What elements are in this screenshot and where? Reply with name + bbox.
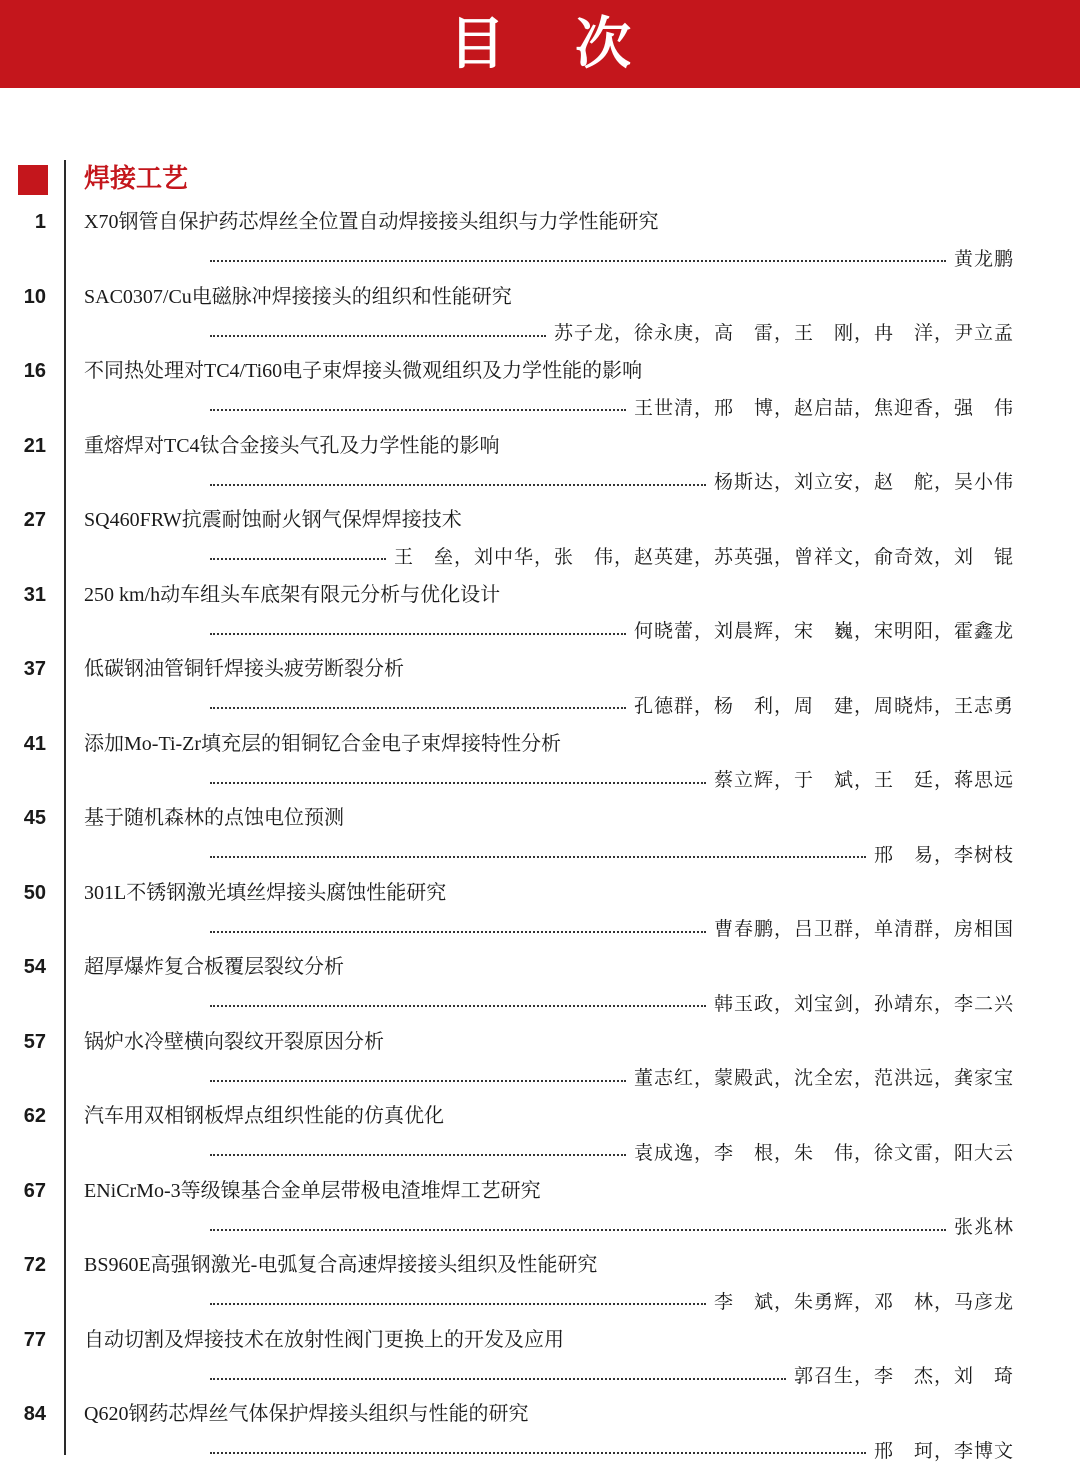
- author-line: [210, 1285, 1014, 1315]
- toc-entry[interactable]: [0, 579, 1080, 654]
- article-title: 添加Mo-Ti-Zr填充层的钼铜钇合金电子束焊接特性分析: [84, 732, 562, 755]
- toc-entry[interactable]: [0, 1100, 1080, 1175]
- page-number: 1: [34, 211, 46, 233]
- authors: 韩玉政，刘宝剑，孙靖东，李二兴: [713, 992, 1014, 1015]
- dot-leader: [210, 1378, 786, 1380]
- article-title: 锅炉水冷壁横向裂纹开裂原因分析: [84, 1030, 384, 1053]
- dot-leader: [210, 558, 386, 560]
- dot-leader: [210, 856, 866, 858]
- page-number: 21: [23, 434, 46, 457]
- article-title: 低碳钢油管铜钎焊接头疲劳断裂分析: [84, 658, 404, 680]
- article-title: 基于随机森林的点蚀电位预测: [84, 807, 344, 829]
- toc-entry[interactable]: [0, 951, 1080, 1026]
- dot-leader: [210, 1154, 626, 1156]
- article-title: X70钢管自保护药芯焊丝全位置自动焊接接头组织与力学性能研究: [84, 211, 659, 233]
- article-title: 301L不锈钢激光填丝焊接头腐蚀性能研究: [84, 881, 447, 904]
- page-number: 72: [23, 1254, 46, 1276]
- author-line: [210, 689, 1014, 719]
- dot-leader: [210, 707, 626, 709]
- author-line: [210, 764, 1014, 794]
- page-number: 62: [23, 1105, 46, 1127]
- dot-leader: [210, 484, 706, 486]
- author-line: [210, 540, 1014, 570]
- toc-entry[interactable]: [0, 877, 1080, 952]
- toc-entry[interactable]: [0, 430, 1080, 505]
- authors: 张兆林: [953, 1216, 1014, 1238]
- article-title: Q620钢药芯焊丝气体保护焊接头组织与性能的研究: [84, 1403, 529, 1425]
- dot-leader: [210, 1303, 706, 1305]
- authors: 袁成逸，李 根，朱 伟，徐文雷，阳大云: [633, 1141, 1014, 1164]
- page-title-char-2: 次: [575, 11, 631, 77]
- authors: 王 垒，刘中华，张 伟，赵英建，苏英强，曾祥文，俞奇效，刘 锟: [393, 545, 1014, 568]
- authors: 杨斯达，刘立安，赵 舵，吴小伟: [713, 471, 1014, 493]
- author-line: [210, 838, 1014, 868]
- dot-leader: [210, 409, 626, 411]
- author-line: [210, 1062, 1014, 1092]
- authors: 邢 易，李树枝: [873, 843, 1014, 866]
- page-number: 54: [23, 956, 46, 978]
- page-number: 45: [23, 807, 46, 829]
- authors: 郭召生，李 杰，刘 琦: [793, 1365, 1014, 1387]
- page-number: 27: [23, 509, 46, 531]
- page-title: [0, 0, 1080, 88]
- dot-leader: [210, 1452, 866, 1454]
- dot-leader: [210, 1080, 626, 1082]
- authors: 曹春鹏，吕卫群，单清群，房相国: [713, 918, 1014, 940]
- authors: 孔德群，杨 利，周 建，周晓炜，王志勇: [633, 694, 1014, 717]
- toc-entry[interactable]: [0, 1175, 1080, 1250]
- article-title: SQ460FRW抗震耐蚀耐火钢气保焊焊接技术: [84, 509, 462, 531]
- article-title: 自动切割及焊接技术在放射性阀门更换上的开发及应用: [84, 1328, 564, 1351]
- toc-entry[interactable]: [0, 206, 1080, 281]
- dot-leader: [210, 335, 546, 337]
- page-number: 10: [23, 285, 46, 308]
- author-line: [210, 987, 1014, 1017]
- dot-leader: [210, 633, 626, 635]
- authors: 何晓蕾，刘晨辉，宋 巍，宋明阳，霍鑫龙: [633, 620, 1014, 642]
- author-line: [210, 1136, 1014, 1166]
- page-number: 77: [23, 1328, 46, 1351]
- article-title: 超厚爆炸复合板覆层裂纹分析: [84, 956, 344, 978]
- article-title: BS960E高强钢激光-电弧复合高速焊接接头组织及性能研究: [84, 1254, 598, 1276]
- author-line: [210, 317, 1014, 347]
- authors: 苏子龙，徐永庚，高 雷，王 刚，冉 洋，尹立孟: [553, 322, 1014, 344]
- toc-entry[interactable]: [0, 1324, 1080, 1399]
- toc-entry[interactable]: [0, 728, 1080, 803]
- article-title: 重熔焊对TC4钛合金接头气孔及力学性能的影响: [84, 434, 500, 457]
- dot-leader: [210, 782, 706, 784]
- authors: 李 斌，朱勇辉，邓 林，马彦龙: [713, 1290, 1014, 1313]
- article-title: 汽车用双相钢板焊点组织性能的仿真优化: [84, 1105, 444, 1127]
- page-number: 31: [23, 583, 46, 606]
- page-number: 84: [23, 1403, 46, 1425]
- article-title: 不同热处理对TC4/Ti60电子束焊接头微观组织及力学性能的影响: [84, 360, 643, 382]
- page-number: 37: [23, 658, 46, 680]
- dot-leader: [210, 1005, 706, 1007]
- article-title: ENiCrMo-3等级镍基合金单层带极电渣堆焊工艺研究: [84, 1179, 541, 1202]
- authors: 邢 珂，李博文: [873, 1439, 1014, 1462]
- author-line: [210, 1360, 1014, 1390]
- toc-entry[interactable]: [0, 355, 1080, 430]
- section-marker: [18, 165, 48, 195]
- page-title-char-1: 目: [449, 11, 505, 77]
- toc-entry[interactable]: [0, 1398, 1080, 1473]
- toc-entry[interactable]: [0, 281, 1080, 356]
- page-number: 67: [23, 1179, 46, 1202]
- toc-entry[interactable]: [0, 802, 1080, 877]
- authors: 王世清，邢 博，赵启喆，焦迎香，强 伟: [633, 396, 1014, 419]
- author-line: [210, 242, 1014, 272]
- author-line: [210, 1211, 1014, 1241]
- author-line: [210, 391, 1014, 421]
- page-number: 16: [23, 360, 46, 382]
- dot-leader: [210, 931, 706, 933]
- page-number: 57: [23, 1030, 46, 1053]
- dot-leader: [210, 1229, 946, 1231]
- toc-entry[interactable]: [0, 653, 1080, 728]
- authors: 董志红，蒙殿武，沈全宏，范洪远，龚家宝: [633, 1067, 1014, 1089]
- page-number: 41: [23, 732, 46, 755]
- page-number: 50: [23, 881, 46, 904]
- authors: 蔡立辉，于 斌，王 廷，蒋思远: [713, 769, 1014, 791]
- toc-entry[interactable]: [0, 1249, 1080, 1324]
- author-line: [210, 1434, 1014, 1464]
- author-line: [210, 466, 1014, 496]
- toc-entry[interactable]: [0, 1026, 1080, 1101]
- author-line: [210, 913, 1014, 943]
- article-title: SAC0307/Cu电磁脉冲焊接接头的组织和性能研究: [84, 285, 512, 308]
- author-line: [210, 615, 1014, 645]
- article-title: 250 km/h动车组头车底架有限元分析与优化设计: [84, 583, 501, 606]
- section-title: 焊接工艺: [84, 164, 189, 194]
- authors: 黄龙鹏: [953, 247, 1014, 270]
- dot-leader: [210, 260, 946, 262]
- toc-entry[interactable]: [0, 504, 1080, 579]
